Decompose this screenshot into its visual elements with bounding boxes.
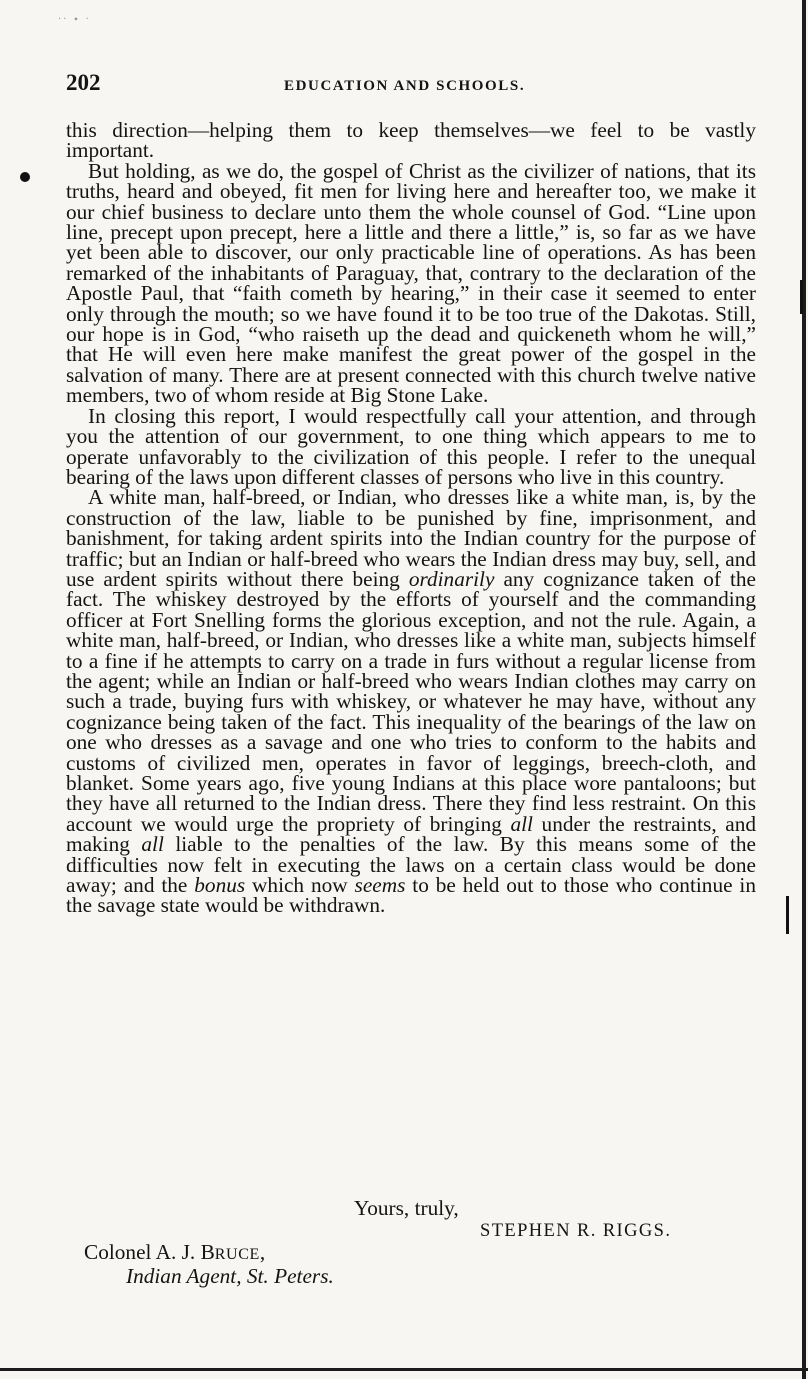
page-edge-bottom [0, 1368, 808, 1371]
paragraph: In closing this report, I would respectfully call your attention, and through you the attention of our government, to one thing which appears to me to operate unfavorably to the civilization of this people. I refer to the unequal bearing of the laws upon different classes of persons who live in this country. [66, 403, 756, 489]
italic-run: all [141, 832, 164, 857]
scan-smudge: ·· ∙ · [58, 14, 91, 25]
italic-run: ordinarily [408, 566, 495, 591]
text-run: to be held out to those who continue in the savage state would be withdrawn. [66, 873, 756, 918]
addressee-name [84, 1240, 265, 1265]
page-edge-right [802, 0, 806, 1379]
section-title: EDUCATION AND SCHOOLS. [284, 78, 526, 94]
signature-name: STEPHEN R. RIGGS. [480, 1221, 672, 1241]
addressee-title: Indian Agent, St. Peters. [126, 1264, 334, 1288]
paragraph [66, 487, 756, 916]
italic-run: bonus [194, 873, 246, 898]
paragraph: But holding, as we do, the gospel of Christ as the civilizer of nations, that its truths, heard and obeyed, fit men for living here and hereafter too, we make it our chief business to declare unto them the whole counsel of God. “Line upon line, precept upon precept, here a little and there a little,” is, so far as we have yet been able to discover, our only practicable line of operations. As has been remarked of the inhabitants of Paraguay, that, contrary to the declaration of the Apostle Paul, that “faith cometh by hearing,” in their case it seemed to enter only through the mouth; so we have found it to be too true of the Dakotas. Still, our hope is in God, “who raiseth up the dead and quickeneth whom he will,” that He will even here make manifest the great power of the gospel in the salvation of many. There are at present connected with this church twelve native members, two of whom reside at Big Stone Lake. [66, 158, 756, 408]
margin-bullet-mark [20, 172, 30, 182]
paragraph: this direction—helping them to keep themselves—we feel to be vastly important. [66, 118, 756, 163]
text-run: liable to the penalties of the law. By this means some of the difficulties now felt in executing the laws on a certain class would be done away; and the [66, 832, 756, 898]
letter-body [66, 120, 756, 916]
page-number: 202 [66, 70, 101, 95]
addressee-comma: , [259, 1240, 266, 1264]
text-run: under the restraints, and making [66, 811, 756, 857]
text-run: A white man, half-breed, or Indian, who dresses like a white man, is, by the construction of the law, liable to be punished by fine, imprisonment, and banishment, for taking ardent spirits into the Indian country for the purpose of traffic; but an Indian or half-breed who wears the Indian dress may buy, sell, and use ardent spirits without there being [66, 485, 756, 591]
addressee-smallcaps: RUCE [214, 1246, 260, 1263]
text-run: which now [245, 873, 355, 898]
margin-line-mark [786, 896, 789, 934]
addressee-text: Colonel A. J. [84, 1240, 201, 1264]
addressee-initial: B [200, 1240, 215, 1264]
running-head [66, 70, 756, 100]
margin-line-mark [800, 280, 803, 314]
text-run: any cognizance taken of the fact. The whiskey destroyed by the efforts of yourself and the commanding officer at Fort Snelling forms the glorious exception, and not the rule. Again, a white man, half-breed, or Indian, who dresses like a white man, subjects himself to a fine if he attempts to carry on a trade in furs without a regular license from the agent; while an Indian or half-breed who wears Indian clothes may carry on such a trade, buying furs with whiskey, or whatever he may have, without any cognizance being taken of the fact. This inequality of the bearings of the law on one who dresses as a savage and one who tries to conform to the habits and customs of civilized men, operates in favor of leggings, breech-cloth, and blanket. Some years ago, five young Indians at this place wore pantaloons; but they have all returned to the Indian dress. There they find less restraint. On this account we would urge the propriety of bringing [66, 566, 756, 836]
italic-run: seems [354, 873, 406, 898]
italic-run: all [510, 811, 533, 836]
valediction: Yours, truly, [354, 1196, 459, 1220]
